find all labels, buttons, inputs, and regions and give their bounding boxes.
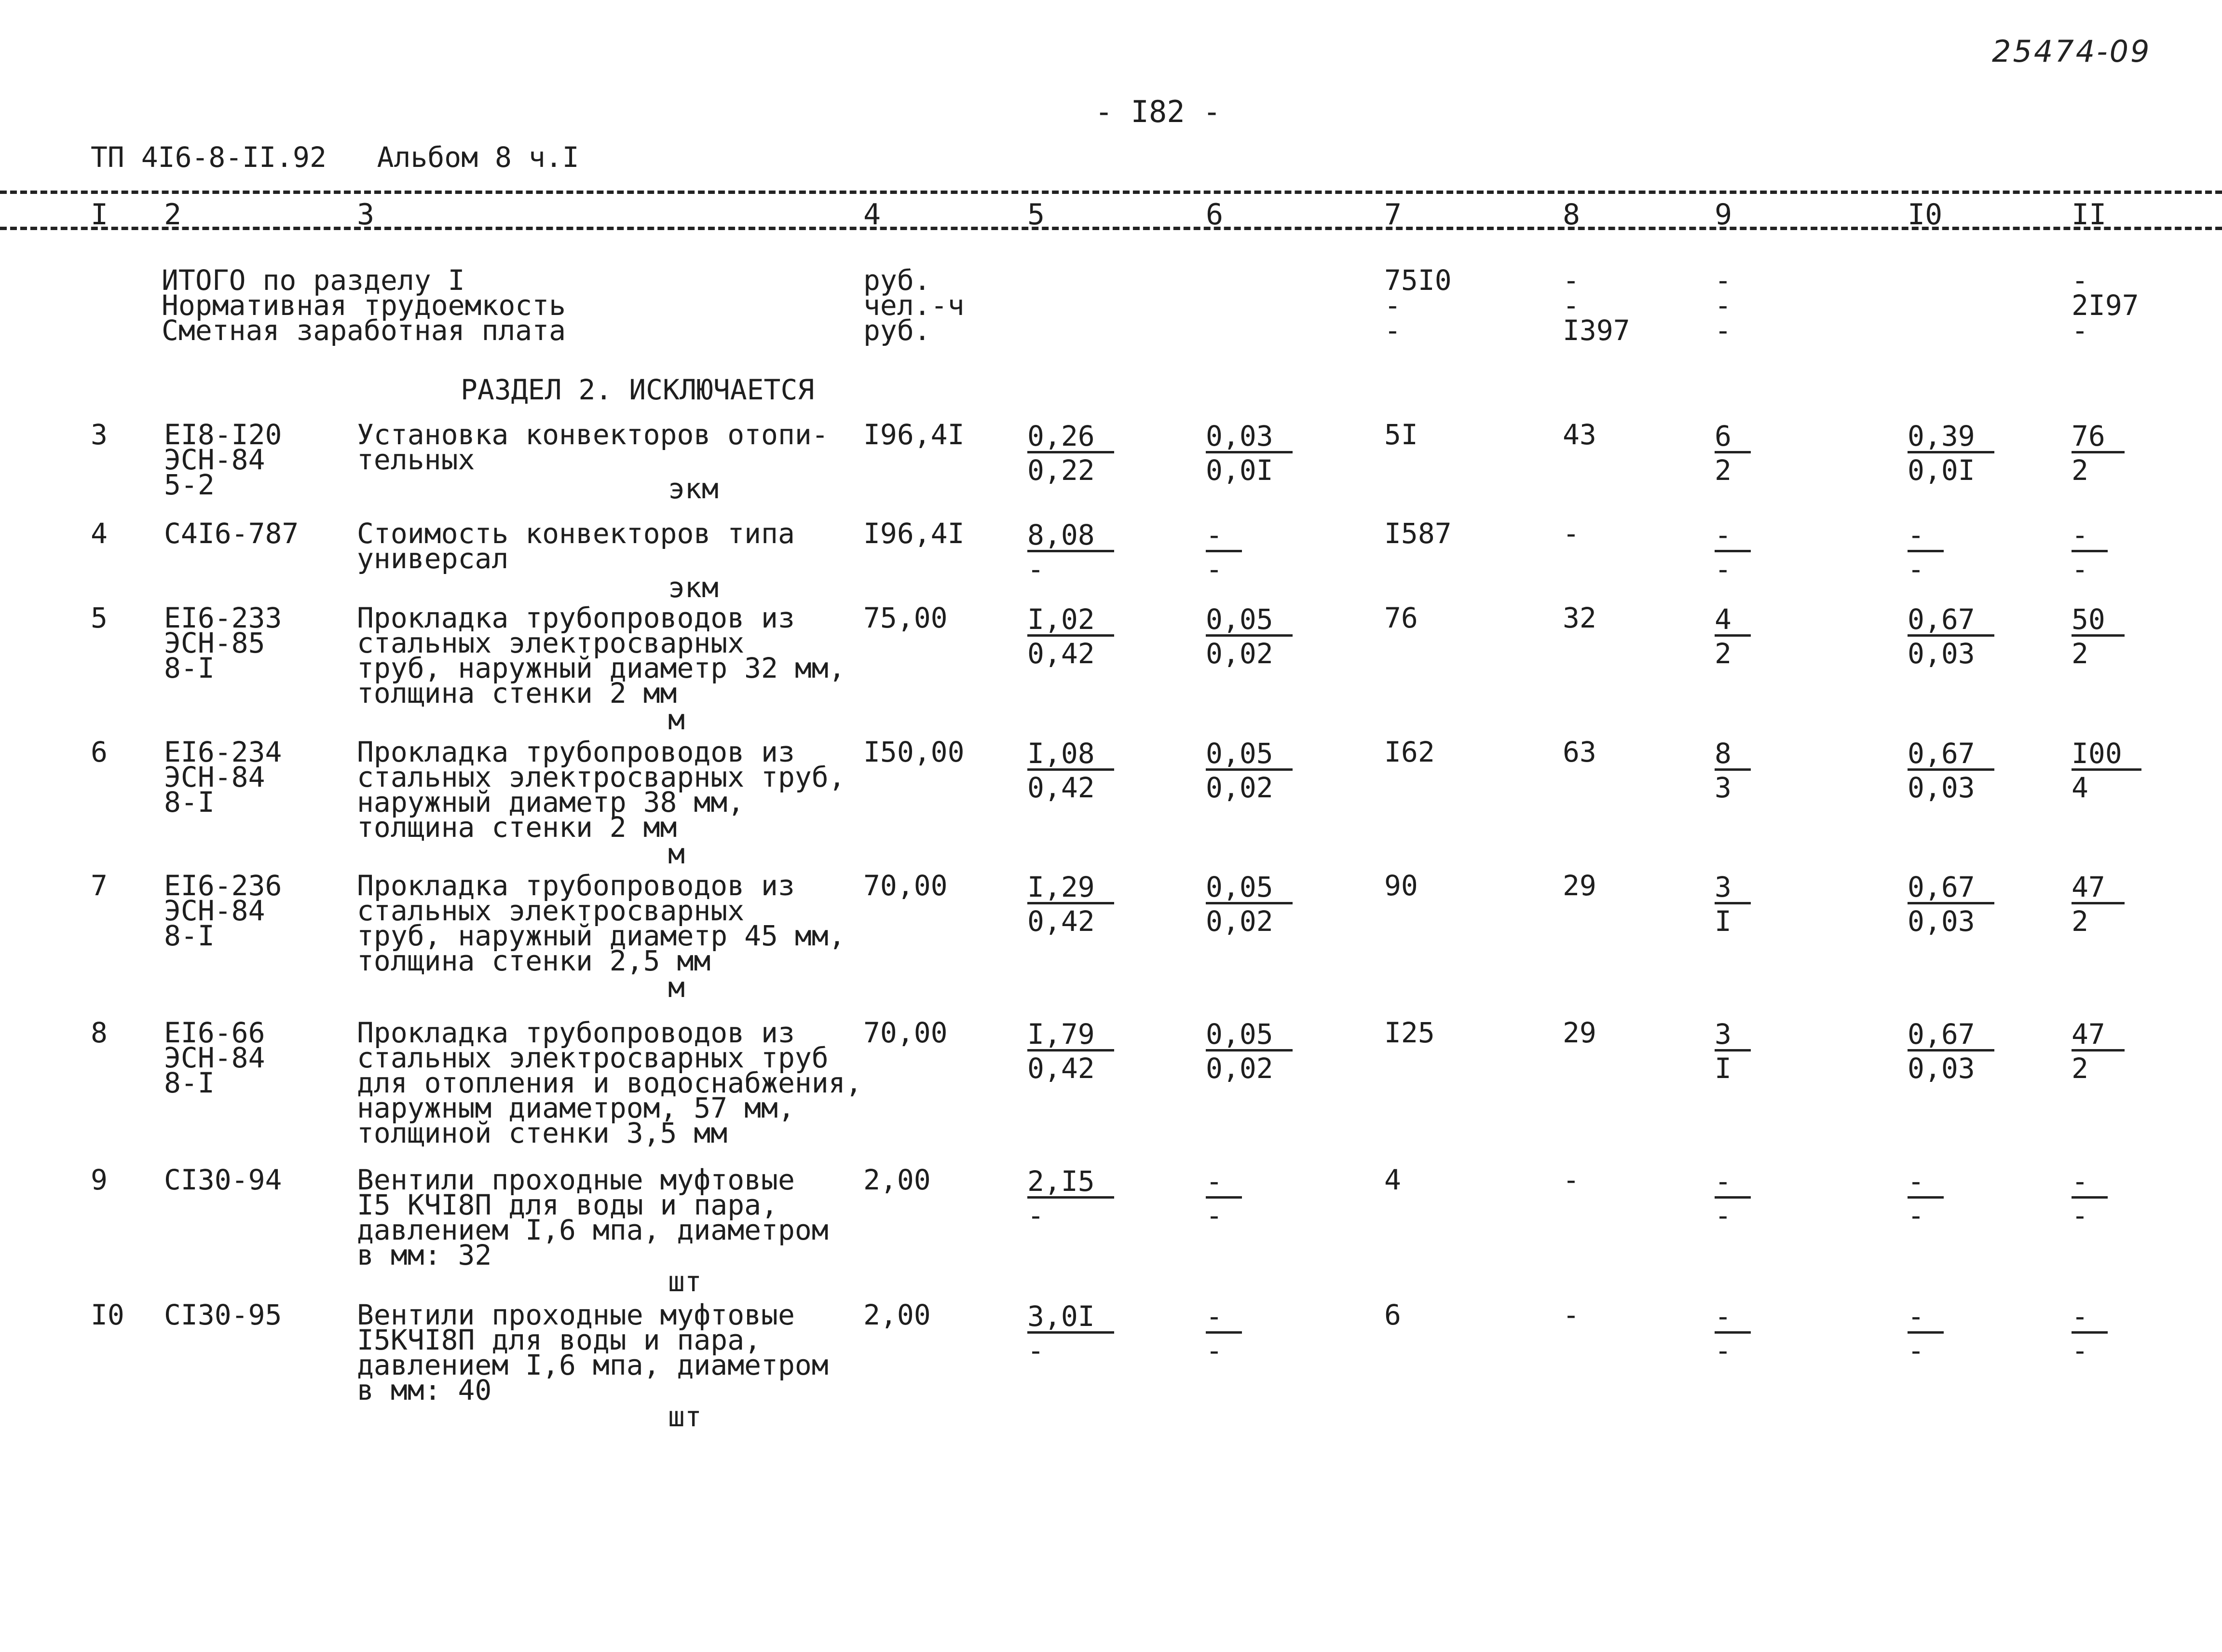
unit-cost (1027, 1300, 1114, 1367)
header-top-rule (0, 191, 2222, 194)
unit-cost-top: I,79 (1027, 1020, 1114, 1051)
unit-labor (1908, 871, 1994, 938)
total-labor-top: - (2072, 1167, 2108, 1199)
unit-cost (1027, 603, 1114, 670)
machine-cost (1715, 519, 1751, 586)
machine-cost (1715, 737, 1751, 804)
work-description-line: стальных электросварных (357, 627, 745, 659)
machine-cost-top: - (1715, 1167, 1751, 1199)
column-number: 9 (1715, 198, 1732, 232)
unit-cost-bottom: 0,42 (1027, 771, 1095, 804)
machine-cost-bottom: 2 (1715, 637, 1731, 670)
unit-cost-bottom: - (1027, 1334, 1044, 1367)
unit-labor-bottom: 0,03 (1908, 905, 1975, 938)
quantity: I96,4I (863, 418, 965, 451)
labor-cost: - (1563, 1163, 1580, 1196)
unit-cost (1027, 420, 1114, 487)
totals-label: Нормативная трудоемкость (162, 289, 566, 322)
column-number: I (91, 198, 109, 232)
work-description-line: стальных электросварных (357, 894, 745, 927)
machine-cost (1715, 1018, 1751, 1085)
norm-code (164, 601, 282, 684)
total-labor-top: I00 (2072, 739, 2141, 771)
total-labor-bottom: - (2072, 553, 2088, 586)
unit-cost-bottom: 0,22 (1027, 454, 1095, 487)
unit-cost-bottom: 0,42 (1027, 905, 1095, 938)
work-description (357, 1298, 829, 1406)
total-cost: 5I (1384, 418, 1418, 451)
totals-label: Сметная заработная плата (162, 314, 566, 347)
totals-unit: руб. (863, 314, 931, 347)
norm-code (164, 1163, 282, 1196)
work-description-line: Стоимость конвекторов типа (357, 517, 795, 550)
unit-of-measure: м (668, 703, 685, 736)
unit-machine-cost (1206, 420, 1293, 487)
totals-value: - (1384, 289, 1401, 322)
unit-machine-cost-bottom: - (1206, 1334, 1223, 1367)
totals-col8 (1563, 264, 1630, 347)
column-number: 2 (164, 198, 182, 232)
row-number: 5 (91, 601, 108, 634)
total-labor-bottom: 2 (2072, 454, 2088, 487)
unit-machine-cost-bottom: 0,02 (1206, 1052, 1273, 1085)
norm-code-line: EI6-66 (164, 1016, 265, 1049)
machine-cost-bottom: I (1715, 905, 1731, 938)
unit-machine-cost-bottom: 0,02 (1206, 771, 1273, 804)
machine-cost (1715, 1300, 1751, 1367)
total-labor (2072, 603, 2125, 670)
unit-machine-cost-top: 0,05 (1206, 873, 1293, 904)
column-number: 3 (357, 198, 375, 232)
machine-cost (1715, 603, 1751, 670)
unit-cost-top: I,08 (1027, 739, 1114, 771)
unit-cost-top: 2,I5 (1027, 1167, 1114, 1199)
totals-units (863, 264, 965, 347)
work-description-line: в мм: 40 (357, 1374, 492, 1406)
row-number: I0 (91, 1298, 124, 1331)
machine-cost (1715, 871, 1751, 938)
unit-machine-cost-top: 0,05 (1206, 1020, 1293, 1051)
total-labor-top: - (2072, 1302, 2108, 1334)
unit-cost-top: 3,0I (1027, 1302, 1114, 1334)
unit-labor (1908, 1018, 1994, 1085)
totals-value: - (2072, 314, 2088, 347)
work-description-line: I5КЧI8П для воды и пара, (357, 1324, 762, 1356)
labor-cost: 29 (1563, 1016, 1596, 1049)
unit-cost (1027, 871, 1114, 938)
norm-code-line: C4I6-787 (164, 517, 299, 550)
machine-cost-top: 3 (1715, 873, 1751, 904)
machine-cost-bottom: - (1715, 1199, 1731, 1232)
work-description-line: толщина стенки 2 мм (357, 677, 677, 710)
quantity: 70,00 (863, 869, 948, 902)
norm-code (164, 418, 282, 501)
work-description-line: Прокладка трубопроводов из (357, 601, 795, 634)
totals-col7 (1384, 264, 1452, 347)
norm-code (164, 869, 282, 952)
norm-code-line: ЭСН-84 (164, 443, 265, 476)
document-code: 25474-09 (1992, 34, 2152, 69)
norm-code (164, 1298, 282, 1331)
unit-labor (1908, 519, 1944, 586)
unit-of-measure: шт (668, 1265, 702, 1298)
machine-cost-top: 8 (1715, 739, 1751, 771)
unit-of-measure: шт (668, 1400, 702, 1433)
work-description (357, 517, 795, 575)
work-description-line: стальных электросварных труб (357, 1041, 829, 1074)
totals-label: ИТОГО по разделу I (162, 264, 465, 297)
machine-cost-bottom: 2 (1715, 454, 1731, 487)
totals-unit: чел.-ч (863, 289, 965, 322)
work-description-line: в мм: 32 (357, 1239, 492, 1271)
work-description-line: толщина стенки 2,5 мм (357, 944, 711, 977)
norm-code (164, 1016, 265, 1099)
unit-cost (1027, 1018, 1114, 1085)
unit-of-measure: м (668, 971, 685, 1004)
unit-cost-top: I,02 (1027, 605, 1114, 637)
unit-cost-bottom: 0,42 (1027, 637, 1095, 670)
unit-labor (1908, 1165, 1944, 1232)
total-cost: I587 (1384, 517, 1452, 550)
row-number: 7 (91, 869, 108, 902)
unit-labor-bottom: - (1908, 1199, 1924, 1232)
totals-value: - (1715, 289, 1731, 322)
unit-machine-cost-bottom: 0,02 (1206, 905, 1273, 938)
work-description-line: наружный диаметр 38 мм, (357, 786, 745, 819)
total-labor-bottom: 2 (2072, 637, 2088, 670)
unit-labor-bottom: - (1908, 1334, 1924, 1367)
total-cost: 6 (1384, 1298, 1401, 1331)
column-number: II (2072, 198, 2107, 232)
unit-labor-bottom: 0,0I (1908, 454, 1975, 487)
total-labor (2072, 871, 2125, 938)
unit-cost-bottom: - (1027, 553, 1044, 586)
total-labor-top: 76 (2072, 422, 2125, 453)
unit-labor-top: - (1908, 1302, 1944, 1334)
labor-cost: - (1563, 517, 1580, 550)
norm-code-line: 8-I (164, 919, 215, 952)
unit-of-measure: экм (668, 571, 719, 604)
column-number: 4 (863, 198, 881, 232)
work-description (357, 418, 829, 476)
totals-value: - (1563, 289, 1580, 322)
unit-labor-bottom: - (1908, 553, 1924, 586)
totals-value: - (1384, 314, 1401, 347)
total-labor-bottom: - (2072, 1334, 2088, 1367)
totals-value: - (2072, 264, 2088, 297)
labor-cost: 43 (1563, 418, 1596, 451)
unit-machine-cost (1206, 603, 1293, 670)
work-description (357, 869, 845, 977)
unit-machine-cost-top: 0,05 (1206, 739, 1293, 771)
work-description-line: универсал (357, 542, 509, 575)
norm-code-line: EI6-234 (164, 736, 282, 768)
column-number: 7 (1384, 198, 1402, 232)
quantity: 2,00 (863, 1163, 931, 1196)
unit-labor-top: - (1908, 1167, 1944, 1199)
unit-labor-bottom: 0,03 (1908, 771, 1975, 804)
total-cost: 90 (1384, 869, 1418, 902)
unit-machine-cost (1206, 871, 1293, 938)
total-labor-top: - (2072, 521, 2108, 552)
unit-cost (1027, 1165, 1114, 1232)
totals-value: 75I0 (1384, 264, 1452, 297)
column-number: I0 (1908, 198, 1943, 232)
unit-labor-bottom: 0,03 (1908, 1052, 1975, 1085)
unit-machine-cost-top: - (1206, 521, 1242, 552)
row-number: 6 (91, 736, 108, 768)
unit-machine-cost-bottom: 0,0I (1206, 454, 1273, 487)
totals-value: - (1563, 264, 1580, 297)
norm-code-line: 8-I (164, 786, 215, 819)
unit-machine-cost-top: - (1206, 1302, 1242, 1334)
machine-cost-bottom: 3 (1715, 771, 1731, 804)
work-description-line: стальных электросварных труб, (357, 761, 845, 793)
norm-code-line: CI30-94 (164, 1163, 282, 1196)
work-description (357, 736, 845, 844)
totals-value: - (1715, 314, 1731, 347)
machine-cost-bottom: - (1715, 1334, 1731, 1367)
column-number: 6 (1206, 198, 1224, 232)
quantity: 75,00 (863, 601, 948, 634)
unit-labor (1908, 603, 1994, 670)
work-description-line: Прокладка трубопроводов из (357, 869, 795, 902)
totals-value: 2I97 (2072, 289, 2139, 322)
labor-cost: 32 (1563, 601, 1596, 634)
unit-machine-cost (1206, 1018, 1293, 1085)
total-cost: I62 (1384, 736, 1435, 768)
norm-code-line: 8-I (164, 652, 215, 684)
total-cost: I25 (1384, 1016, 1435, 1049)
unit-labor (1908, 737, 1994, 804)
quantity: I96,4I (863, 517, 965, 550)
machine-cost-top: 3 (1715, 1020, 1751, 1051)
machine-cost-top: 4 (1715, 605, 1751, 637)
unit-machine-cost-top: 0,05 (1206, 605, 1293, 637)
unit-cost-top: I,29 (1027, 873, 1114, 904)
work-description-line: Прокладка трубопроводов из (357, 736, 795, 768)
unit-machine-cost-top: 0,03 (1206, 422, 1293, 453)
unit-cost-bottom: 0,42 (1027, 1052, 1095, 1085)
norm-code-line: EI8-I20 (164, 418, 282, 451)
machine-cost (1715, 1165, 1751, 1232)
total-labor (2072, 420, 2125, 487)
unit-labor-top: 0,67 (1908, 1020, 1994, 1051)
unit-machine-cost (1206, 1300, 1242, 1367)
work-description-line: Вентили проходные муфтовые (357, 1298, 795, 1331)
unit-machine-cost (1206, 519, 1242, 586)
total-labor (2072, 519, 2108, 586)
column-number: 8 (1563, 198, 1581, 232)
unit-machine-cost (1206, 737, 1293, 804)
work-description (357, 601, 845, 710)
machine-cost-top: - (1715, 521, 1751, 552)
document-reference: ТП 4I6-8-II.92 Альбом 8 ч.I (91, 141, 579, 174)
unit-of-measure: м (668, 837, 685, 870)
total-labor (2072, 737, 2141, 804)
labor-cost: 29 (1563, 869, 1596, 902)
work-description-line: давлением I,6 мпа, диаметром (357, 1214, 829, 1246)
total-cost: 4 (1384, 1163, 1401, 1196)
unit-cost-top: 8,08 (1027, 521, 1114, 552)
unit-machine-cost-bottom: 0,02 (1206, 637, 1273, 670)
total-labor (2072, 1165, 2108, 1232)
unit-cost-top: 0,26 (1027, 422, 1114, 453)
quantity: 70,00 (863, 1016, 948, 1049)
norm-code (164, 736, 282, 819)
header-bottom-rule (0, 227, 2222, 230)
quantity: 2,00 (863, 1298, 931, 1331)
norm-code-line: ЭСН-85 (164, 627, 265, 659)
total-labor-top: 50 (2072, 605, 2125, 637)
work-description-line: наружным диаметром, 57 мм, (357, 1092, 795, 1124)
work-description (357, 1016, 862, 1149)
work-description-line: I5 КЧI8П для воды и пара, (357, 1188, 778, 1221)
work-description-line: тельных (357, 443, 475, 476)
work-description-line: Установка конвекторов отопи- (357, 418, 829, 451)
work-description-line: толщина стенки 2 мм (357, 811, 677, 844)
norm-code-line: ЭСН-84 (164, 1041, 265, 1074)
labor-cost: - (1563, 1298, 1580, 1331)
unit-machine-cost-bottom: - (1206, 553, 1223, 586)
total-cost: 76 (1384, 601, 1418, 634)
unit-labor (1908, 420, 1994, 487)
page-number: - I82 - (1095, 94, 1221, 129)
total-labor-bottom: 2 (2072, 905, 2088, 938)
norm-code (164, 517, 299, 550)
row-number: 8 (91, 1016, 108, 1049)
unit-labor (1908, 1300, 1944, 1367)
unit-labor-top: 0,67 (1908, 739, 1994, 771)
norm-code-line: ЭСН-84 (164, 894, 265, 927)
norm-code-line: ЭСН-84 (164, 761, 265, 793)
unit-labor-top: - (1908, 521, 1944, 552)
total-labor-bottom: 2 (2072, 1052, 2088, 1085)
unit-cost (1027, 519, 1114, 586)
unit-machine-cost (1206, 1165, 1242, 1232)
unit-machine-cost-top: - (1206, 1167, 1242, 1199)
total-labor-top: 47 (2072, 1020, 2125, 1051)
work-description-line: для отопления и водоснабжения, (357, 1066, 862, 1099)
totals-col9 (1715, 264, 1731, 347)
row-number: 4 (91, 517, 108, 550)
totals-value: - (1715, 264, 1731, 297)
norm-code-line: EI6-236 (164, 869, 282, 902)
totals-value: I397 (1563, 314, 1630, 347)
unit-labor-top: 0,67 (1908, 605, 1994, 637)
labor-cost: 63 (1563, 736, 1596, 768)
work-description-line: труб, наружный диаметр 32 мм, (357, 652, 845, 684)
unit-machine-cost-bottom: - (1206, 1199, 1223, 1232)
totals-labels (162, 264, 566, 347)
totals-unit: руб. (863, 264, 931, 297)
norm-code-line: CI30-95 (164, 1298, 282, 1331)
norm-code-line: 5-2 (164, 468, 215, 501)
work-description-line: Прокладка трубопроводов из (357, 1016, 795, 1049)
work-description-line: Вентили проходные муфтовые (357, 1163, 795, 1196)
total-labor-bottom: - (2072, 1199, 2088, 1232)
unit-labor-top: 0,67 (1908, 873, 1994, 904)
row-number: 9 (91, 1163, 108, 1196)
totals-col11 (2072, 264, 2139, 347)
work-description-line: труб, наружный диаметр 45 мм, (357, 919, 845, 952)
machine-cost-bottom: - (1715, 553, 1731, 586)
unit-of-measure: экм (668, 472, 719, 505)
section-heading: РАЗДЕЛ 2. ИСКЛЮЧАЕТСЯ (461, 373, 815, 406)
work-description (357, 1163, 829, 1271)
machine-cost (1715, 420, 1751, 487)
unit-labor-bottom: 0,03 (1908, 637, 1975, 670)
unit-cost-bottom: - (1027, 1199, 1044, 1232)
machine-cost-top: - (1715, 1302, 1751, 1334)
row-number: 3 (91, 418, 108, 451)
work-description-line: толщиной стенки 3,5 мм (357, 1117, 728, 1149)
machine-cost-bottom: I (1715, 1052, 1731, 1085)
quantity: I50,00 (863, 736, 965, 768)
total-labor (2072, 1018, 2125, 1085)
work-description-line: давлением I,6 мпа, диаметром (357, 1349, 829, 1381)
machine-cost-top: 6 (1715, 422, 1751, 453)
total-labor (2072, 1300, 2108, 1367)
total-labor-bottom: 4 (2072, 771, 2088, 804)
unit-cost (1027, 737, 1114, 804)
norm-code-line: 8-I (164, 1066, 215, 1099)
norm-code-line: EI6-233 (164, 601, 282, 634)
column-number: 5 (1027, 198, 1045, 232)
unit-labor-top: 0,39 (1908, 422, 1994, 453)
total-labor-top: 47 (2072, 873, 2125, 904)
